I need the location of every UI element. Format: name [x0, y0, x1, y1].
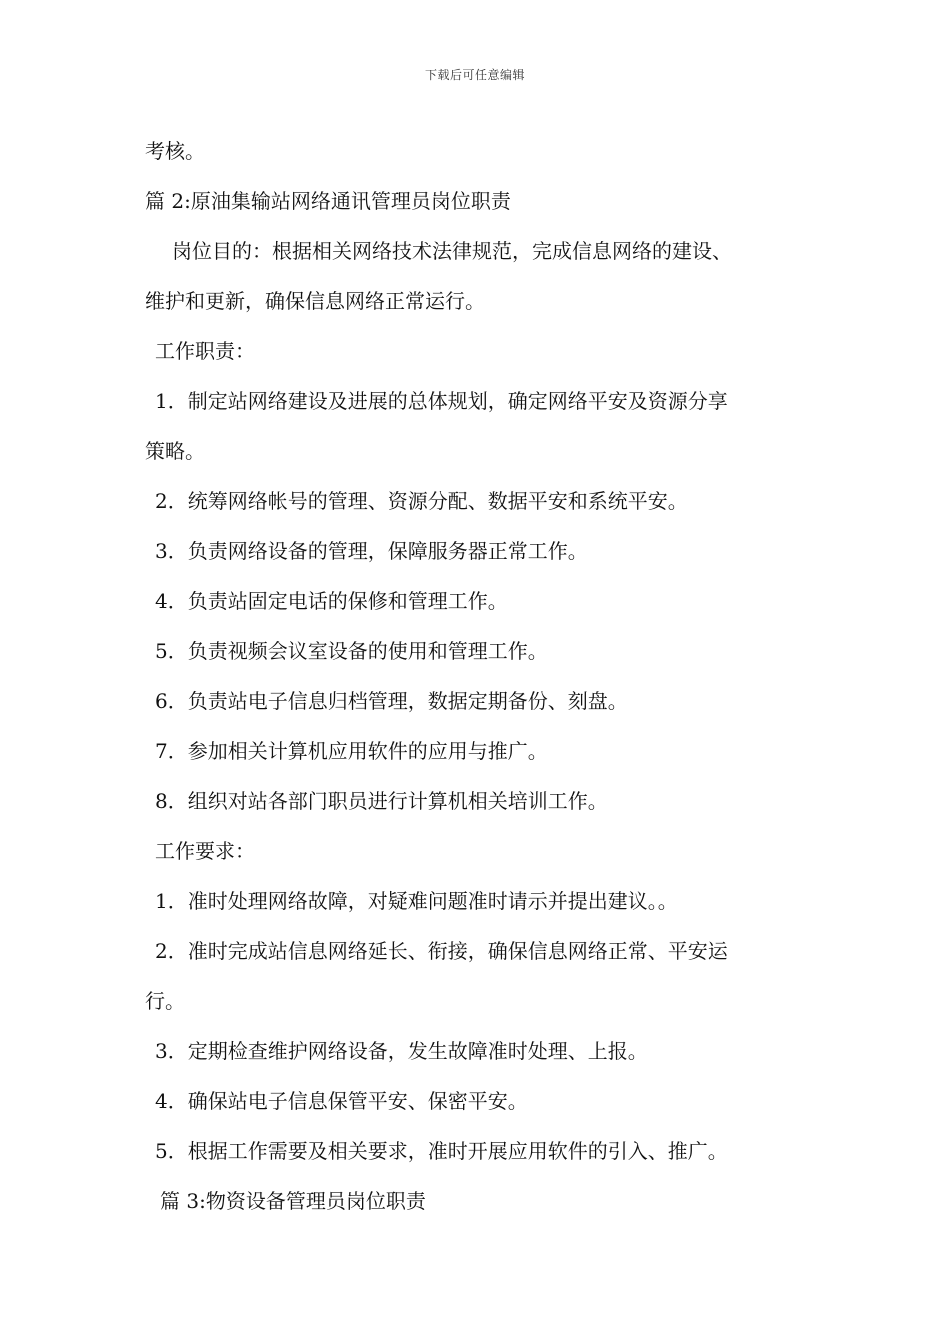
list-item: 5．根据工作需要及相关要求，准时开展应用软件的引入、推广。 [155, 1139, 728, 1163]
list-item: 5．负责视频会议室设备的使用和管理工作。 [155, 639, 548, 663]
section-heading: 篇 2:原油集输站网络通讯管理员岗位职责 [145, 189, 511, 213]
text-line: 考核。 [145, 139, 205, 163]
list-item: 6．负责站电子信息归档管理，数据定期备份、刻盘。 [155, 689, 628, 713]
subheading: 工作要求： [155, 839, 255, 863]
text-line: 策略。 [145, 439, 205, 463]
list-item: 8．组织对站各部门职员进行计算机相关培训工作。 [155, 789, 608, 813]
page-header: 下载后可任意编辑 [424, 68, 525, 82]
text-line: 行。 [145, 989, 185, 1013]
list-item: 1．准时处理网络故障，对疑难问题准时请示并提出建议。。 [155, 889, 678, 913]
list-item: 3．定期检查维护网络设备，发生故障准时处理、上报。 [155, 1039, 648, 1063]
subheading: 工作职责： [155, 339, 255, 363]
list-item: 2．统筹网络帐号的管理、资源分配、数据平安和系统平安。 [155, 489, 688, 513]
list-item: 4．负责站固定电话的保修和管理工作。 [155, 589, 508, 613]
list-item: 4．确保站电子信息保管平安、保密平安。 [155, 1089, 528, 1113]
section-heading: 篇 3:物资设备管理员岗位职责 [160, 1189, 426, 1213]
list-item: 3．负责网络设备的管理，保障服务器正常工作。 [155, 539, 588, 563]
text-line: 维护和更新，确保信息网络正常运行。 [145, 289, 485, 313]
list-item: 7．参加相关计算机应用软件的应用与推广。 [155, 739, 548, 763]
list-item: 2．准时完成站信息网络延长、衔接，确保信息网络正常、平安运 [155, 939, 728, 963]
text-line: 岗位目的：根据相关网络技术法律规范，完成信息网络的建设、 [172, 239, 732, 263]
list-item: 1．制定站网络建设及进展的总体规划，确定网络平安及资源分享 [155, 389, 728, 413]
